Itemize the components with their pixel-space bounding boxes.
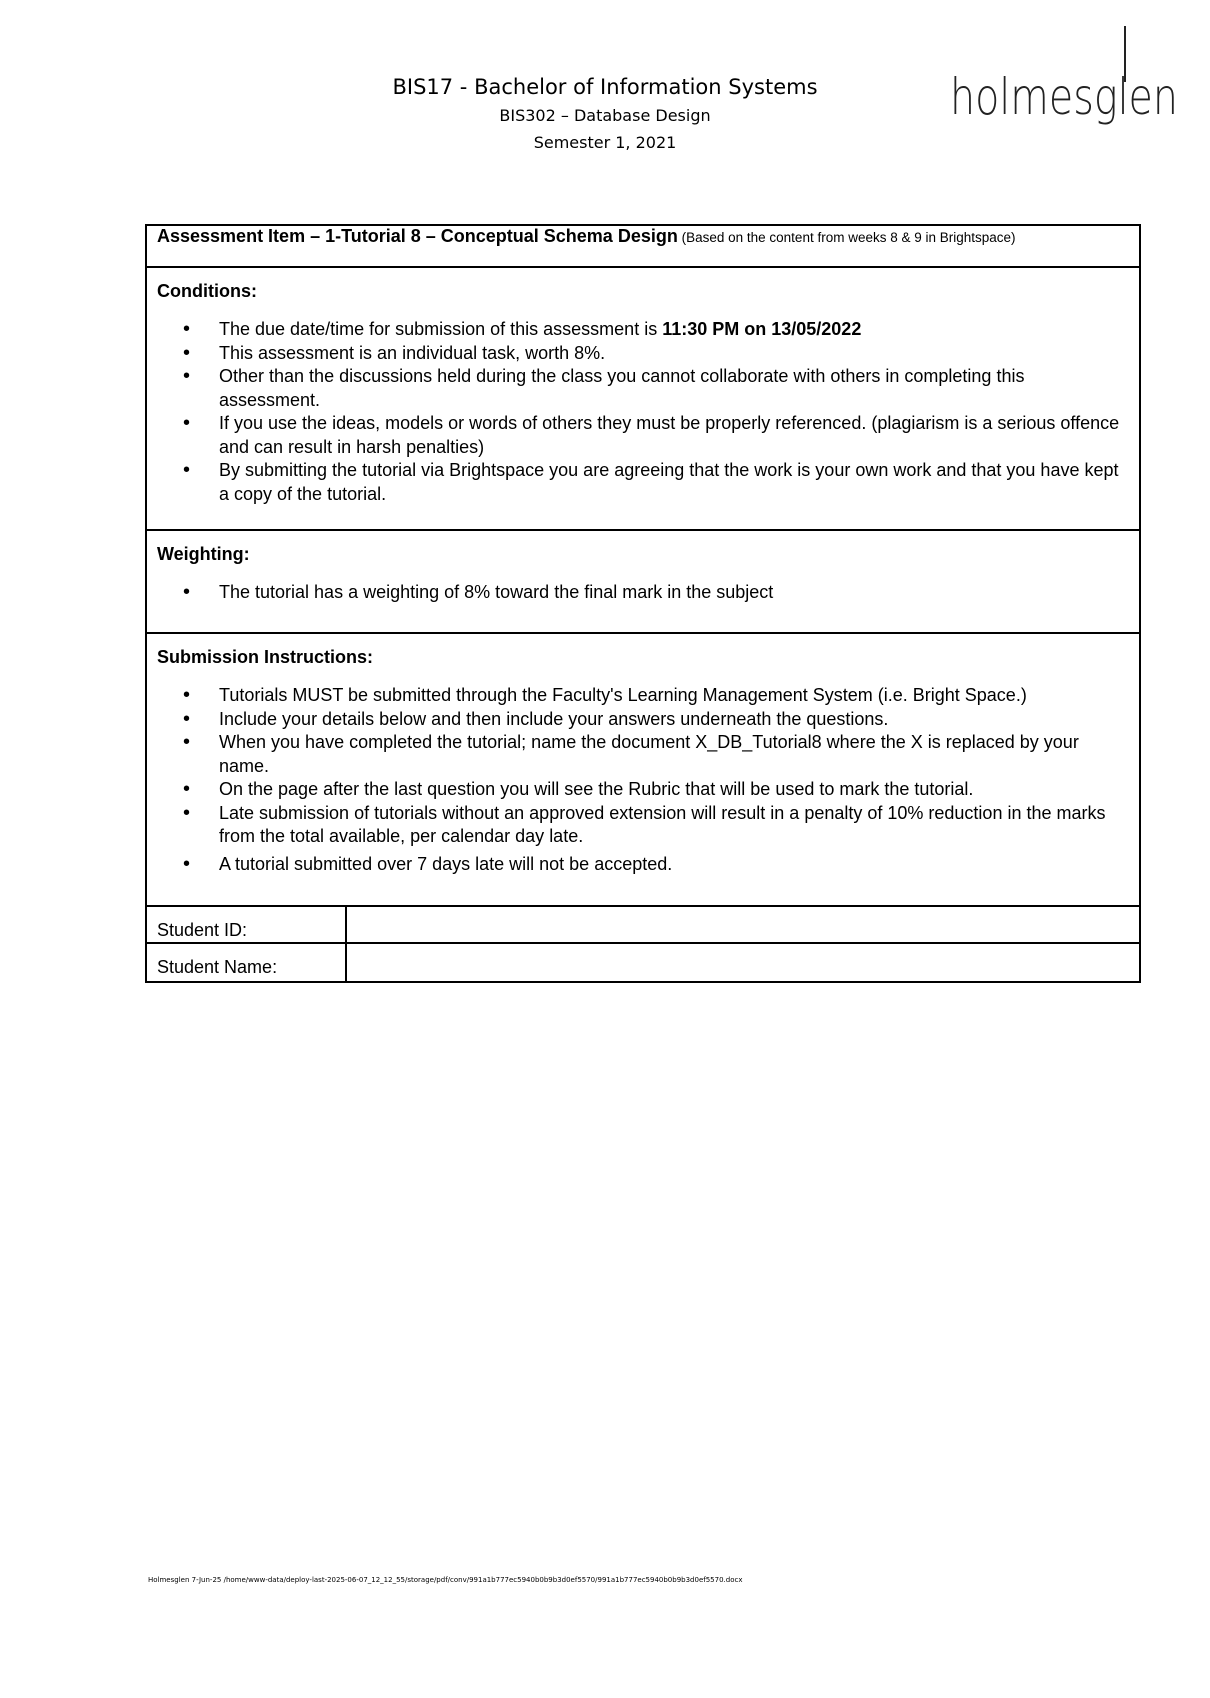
subject-title: BIS302 – Database Design: [499, 106, 711, 125]
weighting-section: [147, 531, 1139, 634]
list-item: • Other than the discussions held during the class you cannot collaborate with others in completing this assessment.: [219, 365, 1129, 412]
list-item: • Tutorials MUST be submitted through the Faculty's Learning Management System (i.e. Bright Space.): [219, 684, 1129, 708]
assessment-title-row: [147, 226, 1139, 268]
list-item: • When you have completed the tutorial; name the document X_DB_Tutorial8 where the X is replaced by your name.: [219, 731, 1129, 778]
list-item: • This assessment is an individual task, worth 8%.: [219, 342, 1129, 366]
student-name-field[interactable]: [347, 944, 1139, 981]
student-id-row: [147, 907, 1139, 944]
assessment-table: [145, 224, 1141, 983]
weighting-heading: Weighting:: [157, 544, 250, 564]
footer-path: Holmesglen 7-Jun-25 /home/www-data/deploy-last-2025-06-07_12_12_55/storage/pdf/conv/991a1b777ec5940b0b9b3d0ef5570/991a1b777ec5940b0b9b3d0ef5570.docx: [148, 1576, 743, 1584]
due-date-text: The due date/time for submission of this assessment is: [219, 319, 663, 339]
list-item: • Late submission of tutorials without an approved extension will result in a penalty of 10% reduction in the marks from the total available, per calendar day late.: [219, 802, 1129, 849]
submission-list: [157, 684, 1129, 876]
assessment-note: (Based on the content from weeks 8 & 9 in Brightspace): [681, 230, 1016, 245]
list-item: • By submitting the tutorial via Brightspace you are agreeing that the work is your own work and that you have kept a copy of the tutorial.: [219, 459, 1129, 506]
conditions-list: [157, 318, 1129, 506]
svg-text:holmesglen: holmesglen: [950, 68, 1178, 126]
list-item: [219, 318, 1129, 342]
semester-label: Semester 1, 2021: [533, 133, 677, 152]
submission-section: [147, 634, 1139, 907]
submission-heading: Submission Instructions:: [157, 647, 374, 667]
conditions-section: [147, 268, 1139, 531]
assessment-title: Assessment Item – 1-Tutorial 8 – Conceptual Schema Design: [157, 226, 678, 246]
due-date-value: 11:30 PM on 13/05/2022: [662, 319, 862, 339]
program-title: BIS17 - Bachelor of Information Systems: [392, 75, 818, 99]
holmesglen-logo-icon: [950, 22, 1190, 132]
student-name-row: [147, 944, 1139, 981]
list-item: • If you use the ideas, models or words of others they must be properly referenced. (plagiarism is a serious offence and can result in harsh penalties): [219, 412, 1129, 459]
weighting-list: [157, 581, 1129, 605]
list-item: • A tutorial submitted over 7 days late will not be accepted.: [219, 853, 1129, 877]
student-id-field[interactable]: [347, 907, 1139, 942]
conditions-heading: Conditions:: [157, 281, 257, 301]
list-item: • On the page after the last question you will see the Rubric that will be used to mark the tutorial.: [219, 778, 1129, 802]
list-item: • Include your details below and then include your answers underneath the questions.: [219, 708, 1129, 732]
student-name-label: Student Name:: [147, 944, 347, 981]
holmesglen-logo: [950, 22, 1190, 132]
student-id-label: Student ID:: [147, 907, 347, 942]
list-item: • The tutorial has a weighting of 8% toward the final mark in the subject: [219, 581, 1129, 605]
